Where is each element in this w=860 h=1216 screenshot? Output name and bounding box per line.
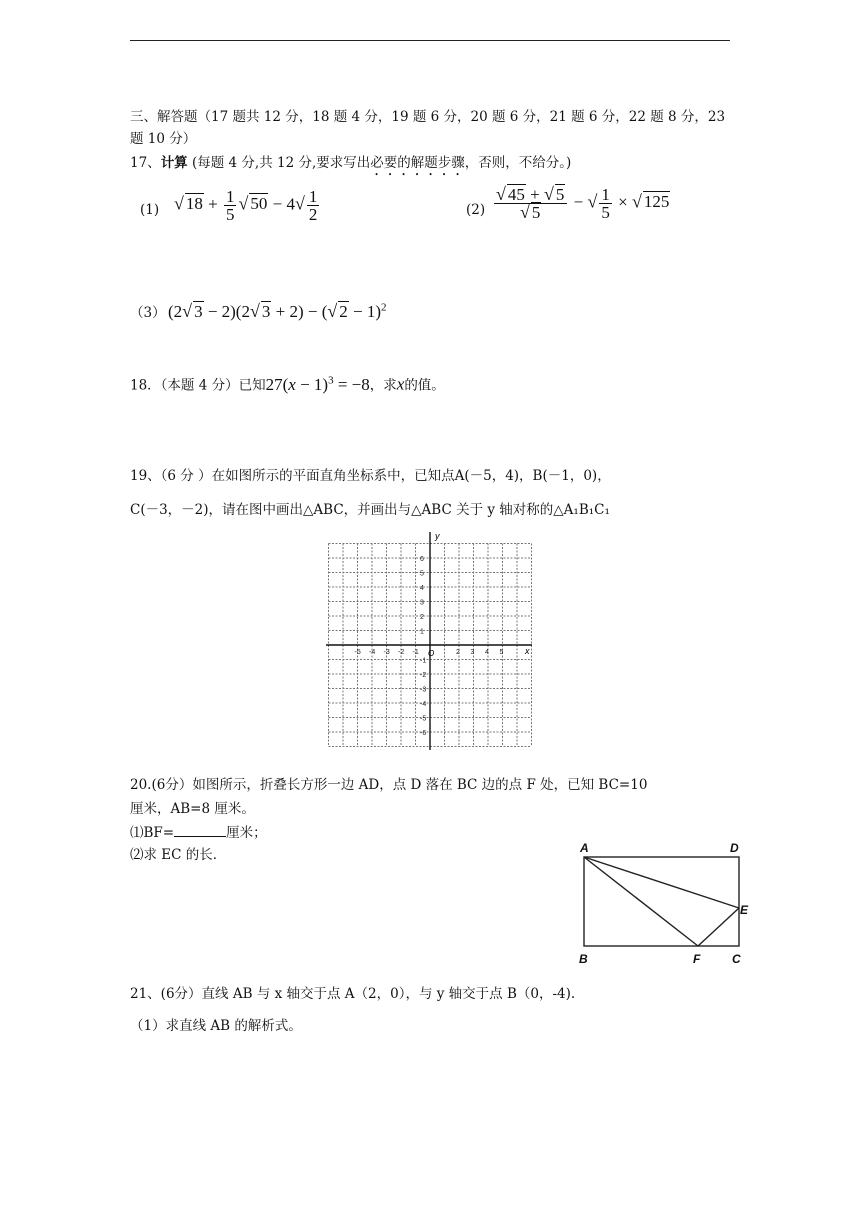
x-tick-label: -2 <box>398 649 405 656</box>
header-rule <box>130 40 730 41</box>
q20-sub2: ⑵求 EC 的长． <box>130 847 227 863</box>
y-tick-label: -5 <box>420 715 427 723</box>
q17-p2-expression: $\frac{√ 45 + √ 5}{√ 5}$ − √ $\frac{1}{5}$ × √ 125 <box>496 184 670 222</box>
answer-blank[interactable] <box>174 822 226 837</box>
q20-sub1 <box>130 822 267 843</box>
y-tick-label: -3 <box>420 686 427 694</box>
q18-suffix-b: 的值。 <box>404 377 445 394</box>
q17-p3-expression: (2√ 3 − 2)(2√ 3 + 2) − (√ 2 − 1)$^2$ <box>168 301 387 321</box>
q17-instr-a: (每题 4 分,共 12 分,要求写出 <box>187 155 371 171</box>
label-e: E <box>740 903 749 917</box>
q19-line2: C(－3，－2)，请在图中画出△ABC，并画出与△ABC 关于 y 轴对称的△A₁B₁C₁ <box>130 502 610 518</box>
y-tick-label: -1 <box>420 657 427 665</box>
segment-fe <box>698 908 739 946</box>
q17-p2-label: (2) <box>466 202 486 218</box>
q18-suffix-a: ，求 <box>369 377 397 394</box>
q17-p1-expression: √ 18 + $\frac{1}{5}$ √ 50 − 4√ $\frac{1}{2}$ <box>174 187 318 224</box>
x-tick-label: 2 <box>456 649 460 656</box>
label-c: C <box>732 952 741 966</box>
q18-prefix: 18．（本题 4 分）已知 <box>130 377 266 394</box>
label-a: A <box>580 841 589 855</box>
y-tick-label: -2 <box>420 672 427 679</box>
coordinate-grid <box>324 530 536 752</box>
origin-label: O <box>428 649 435 658</box>
q18-equation: $27(x - 1)^3 = -8$ <box>265 374 370 394</box>
q20-line1: 20.(6分）如图所示，折叠长方形一边 AD，点 D 落在 BC 边的点 F 处，已知 BC=10 <box>130 777 648 793</box>
x-tick-label: -3 <box>383 649 390 656</box>
y-tick-label: 4 <box>420 585 424 592</box>
y-tick-label: -6 <box>420 730 427 737</box>
fold-line-ae <box>584 857 739 908</box>
q17-p3-label: （3） <box>130 305 166 321</box>
q17-p1-label: (1) <box>140 202 160 218</box>
q17-instr-dotted: 必要的解题步骤 <box>370 155 465 171</box>
q21-sub1: （1）求直线 AB 的解析式。 <box>130 1018 302 1034</box>
q20-sub1-a: ⑴BF= <box>130 825 175 841</box>
segment-af <box>584 857 698 946</box>
x-tick-label: 3 <box>470 649 475 656</box>
y-tick-label: 5 <box>420 570 424 578</box>
q18-text <box>130 370 445 396</box>
q20-line2: 厘米，AB=8 厘米。 <box>130 801 255 817</box>
x-tick-label: -4 <box>369 649 376 656</box>
x-tick-label: 5 <box>499 649 504 656</box>
folded-rectangle-figure <box>574 836 760 970</box>
section-heading-line1: 三、解答题（17 题共 12 分，18 题 4 分，19 题 6 分，20 题 6 分，21 题 6 分，22 题 8 分，23 <box>130 109 726 125</box>
x-tick-label: -5 <box>354 649 361 656</box>
x-axis-label: x <box>525 646 530 656</box>
q21-line1: 21、(6分）直线 AB 与 x 轴交于点 A（2，0），与 y 轴交于点 B（0，-4). <box>130 986 576 1002</box>
x-tick-label: -1 <box>412 649 419 656</box>
q17-instruction <box>130 153 571 179</box>
q18-var: x <box>396 374 405 394</box>
y-tick-label: 6 <box>420 556 424 563</box>
section-heading-line2: 题 10 分） <box>130 131 197 147</box>
label-f: F <box>693 952 701 966</box>
q17-bold-title: 计算 <box>160 155 188 171</box>
q17-instr-b: ，否则，不给分。) <box>464 155 572 171</box>
q20-sub1-b: 厘米； <box>226 825 267 841</box>
y-tick-label: 3 <box>420 599 424 607</box>
y-tick-label: -4 <box>420 701 427 708</box>
y-tick-label: 1 <box>420 628 424 636</box>
label-d: D <box>730 841 739 855</box>
q17-prefix: 17、 <box>130 155 161 171</box>
rectangle-abcd <box>584 857 739 946</box>
label-b: B <box>579 952 588 966</box>
y-tick-label: 2 <box>420 614 424 621</box>
x-tick-label: 4 <box>485 649 489 656</box>
q19-line1: 19、（6 分 ）在如图所示的平面直角坐标系中，已知点A(－5，4)，B(－1，0)， <box>130 468 611 484</box>
y-axis-label: y <box>435 531 440 541</box>
